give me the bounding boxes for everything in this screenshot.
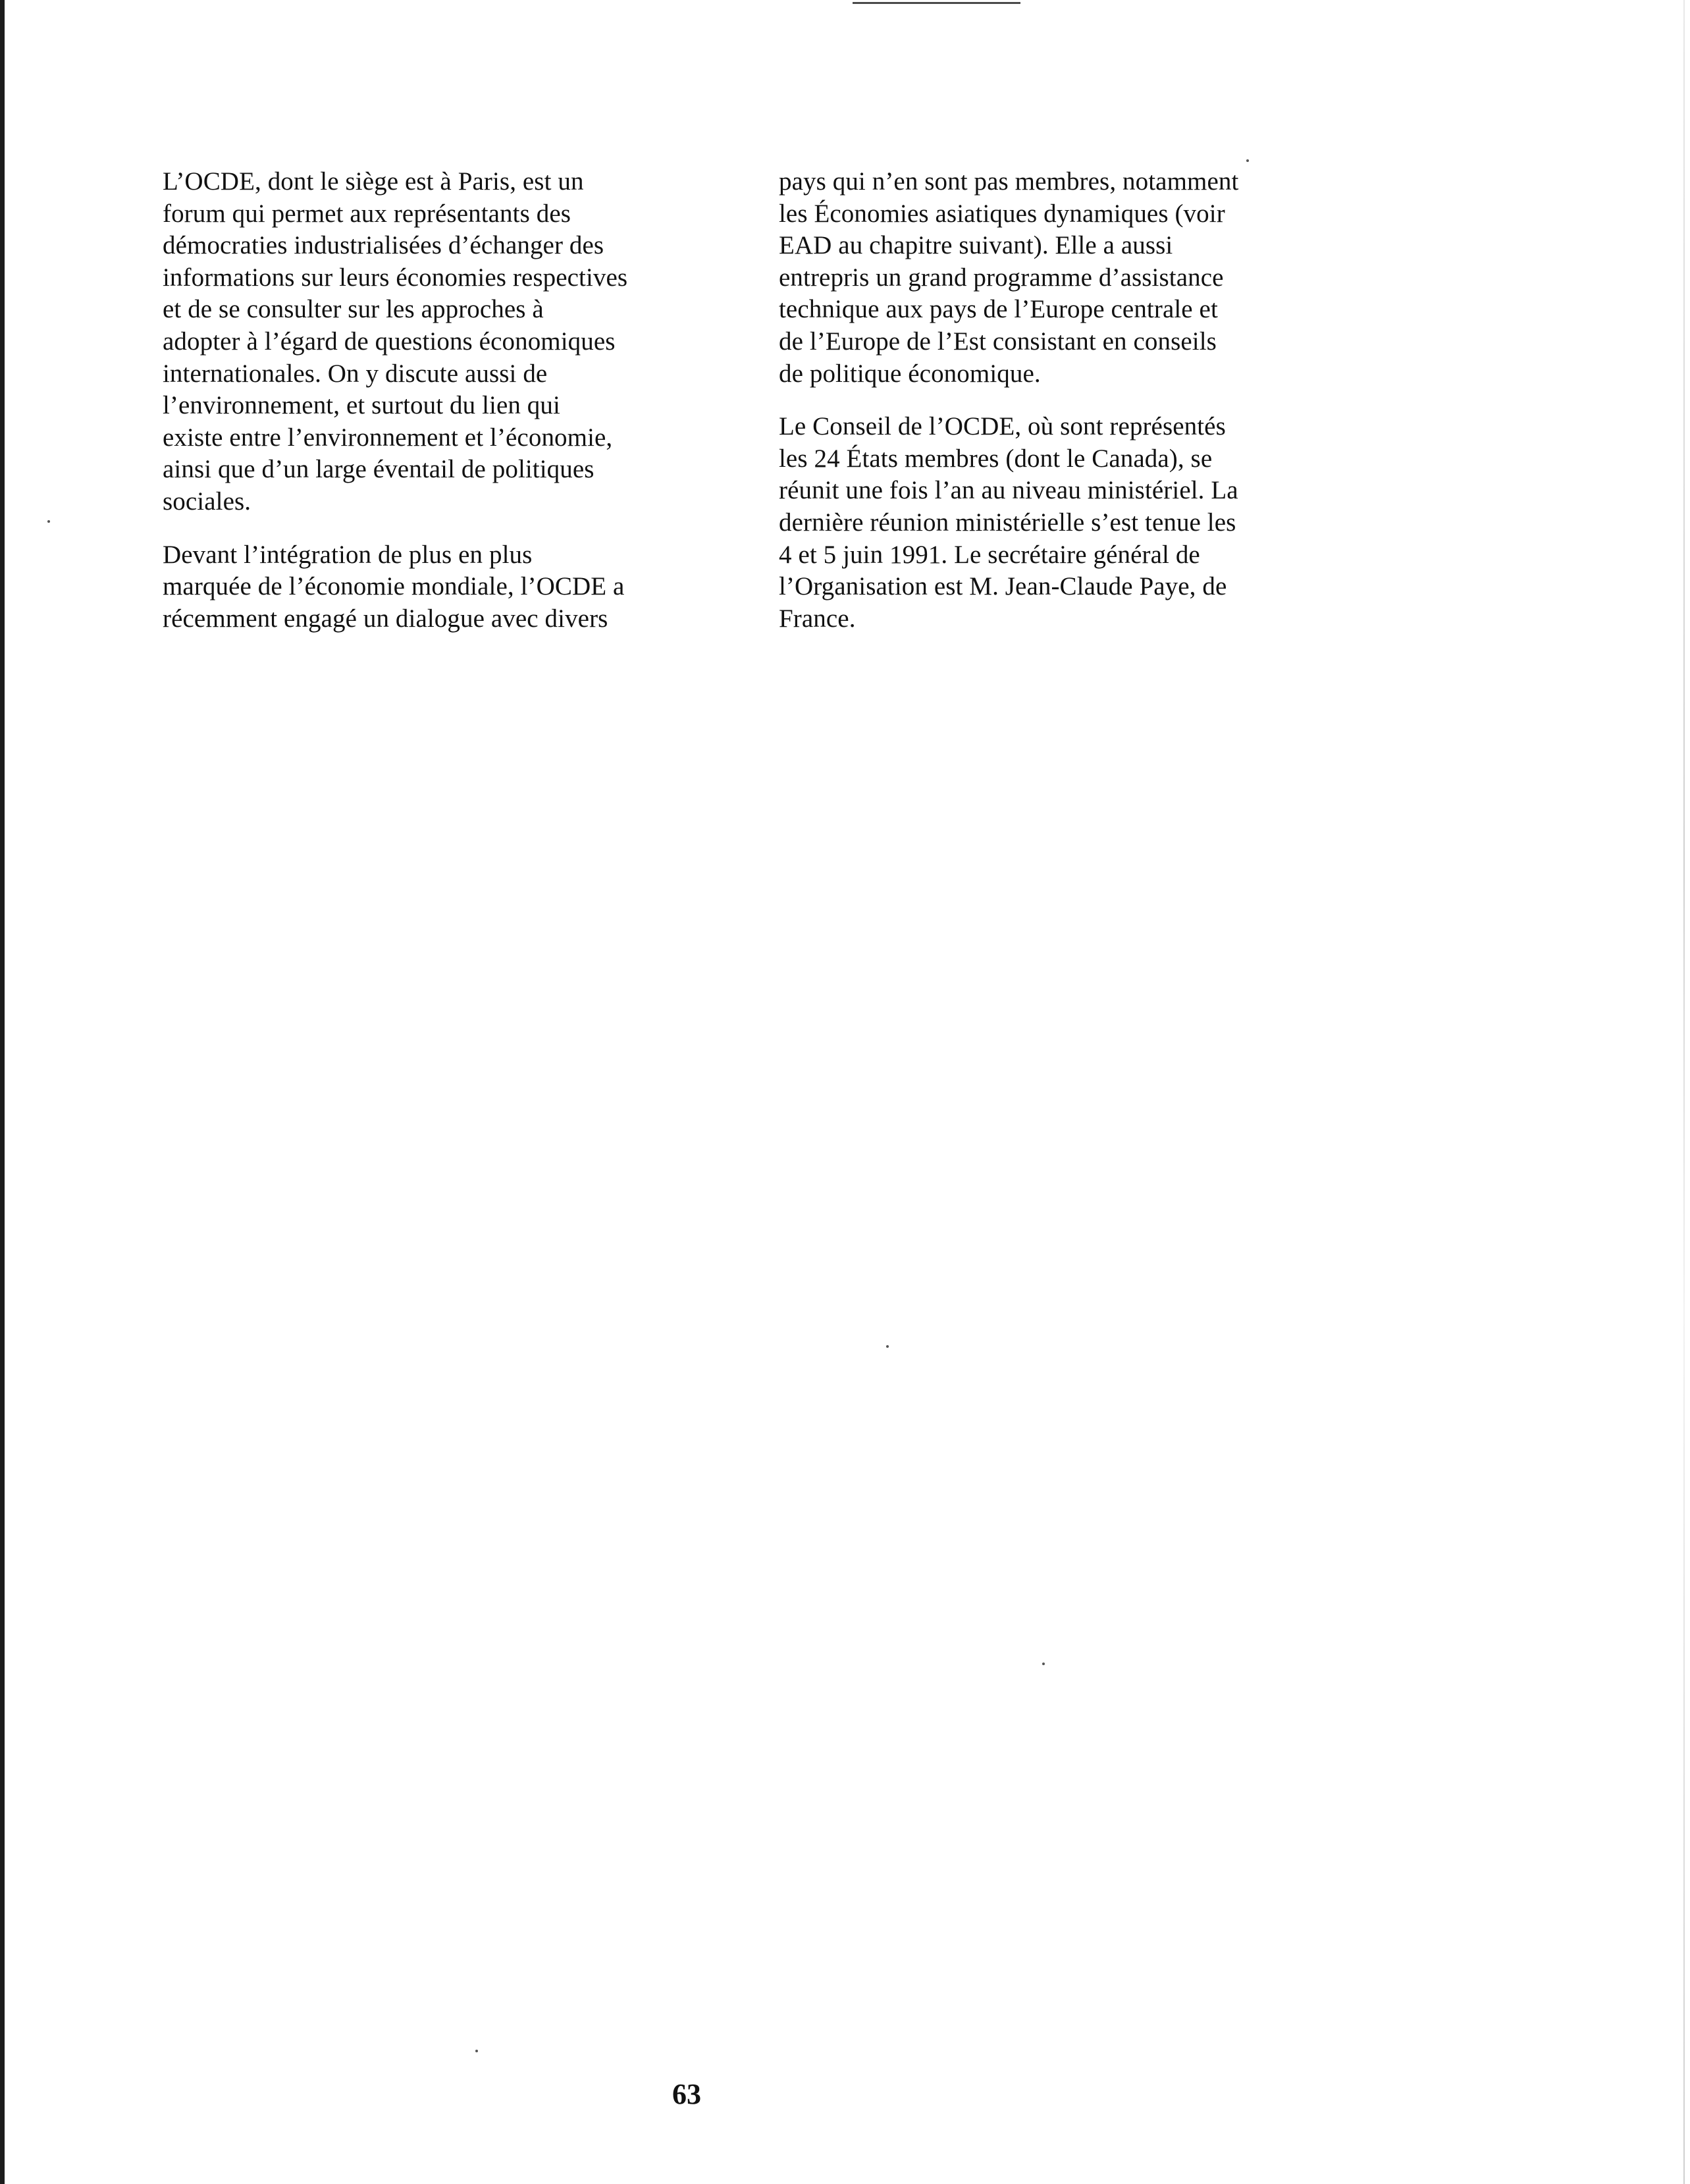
paragraph-pays-non-membres: pays qui n’en sont pas membres, notamment les Économies asiatiques dynamiques (voir EAD au chapitre suivant). Elle a aussi entrepris un grand programme d’assistance technique aux pays de l’Europe centrale et de l’Europe de l’Est consistant en conseils de politique économique.: [779, 167, 1239, 388]
scan-speck: [475, 2050, 478, 2052]
paragraph-economie-mondiale: Devant l’intégration de plus en plus marquée de l’économie mondiale, l’OCDE a récemment engagé un dialogue avec divers: [163, 540, 625, 633]
page-number: 63: [672, 2078, 701, 2110]
page-scan-edge-right: [1683, 0, 1685, 2184]
paragraph-conseil-ocde: Le Conseil de l’OCDE, où sont représentés les 24 États membres (dont le Canada), se réunit une fois l’an au niveau ministériel. La dernière réunion ministérielle s’est tenue les 4 et 5 juin 1991. Le secrétaire général de l’Organisation est M. Jean-Claude Paye, de France.: [779, 412, 1238, 633]
top-rule: [853, 2, 1020, 4]
right-column: [779, 166, 1319, 656]
scan-speck: [1246, 159, 1249, 162]
left-column: [163, 166, 702, 656]
page-scan-edge-left: [0, 0, 5, 2184]
scan-speck: [886, 1345, 889, 1348]
scan-speck: [47, 520, 50, 523]
paragraph-ocde-intro: L’OCDE, dont le siège est à Paris, est un forum qui permet aux représentants des démocraties industrialisées d’échanger des informations sur leurs économies respectives et de se consulter sur les approches à adopter à l’égard de questions économiques internationales. On y discute aussi de l’environnement, et surtout du lien qui existe entre l’environnement et l’économie, ainsi que d’un large éventail de politiques sociales.: [163, 167, 628, 516]
scan-speck: [1042, 1663, 1045, 1665]
